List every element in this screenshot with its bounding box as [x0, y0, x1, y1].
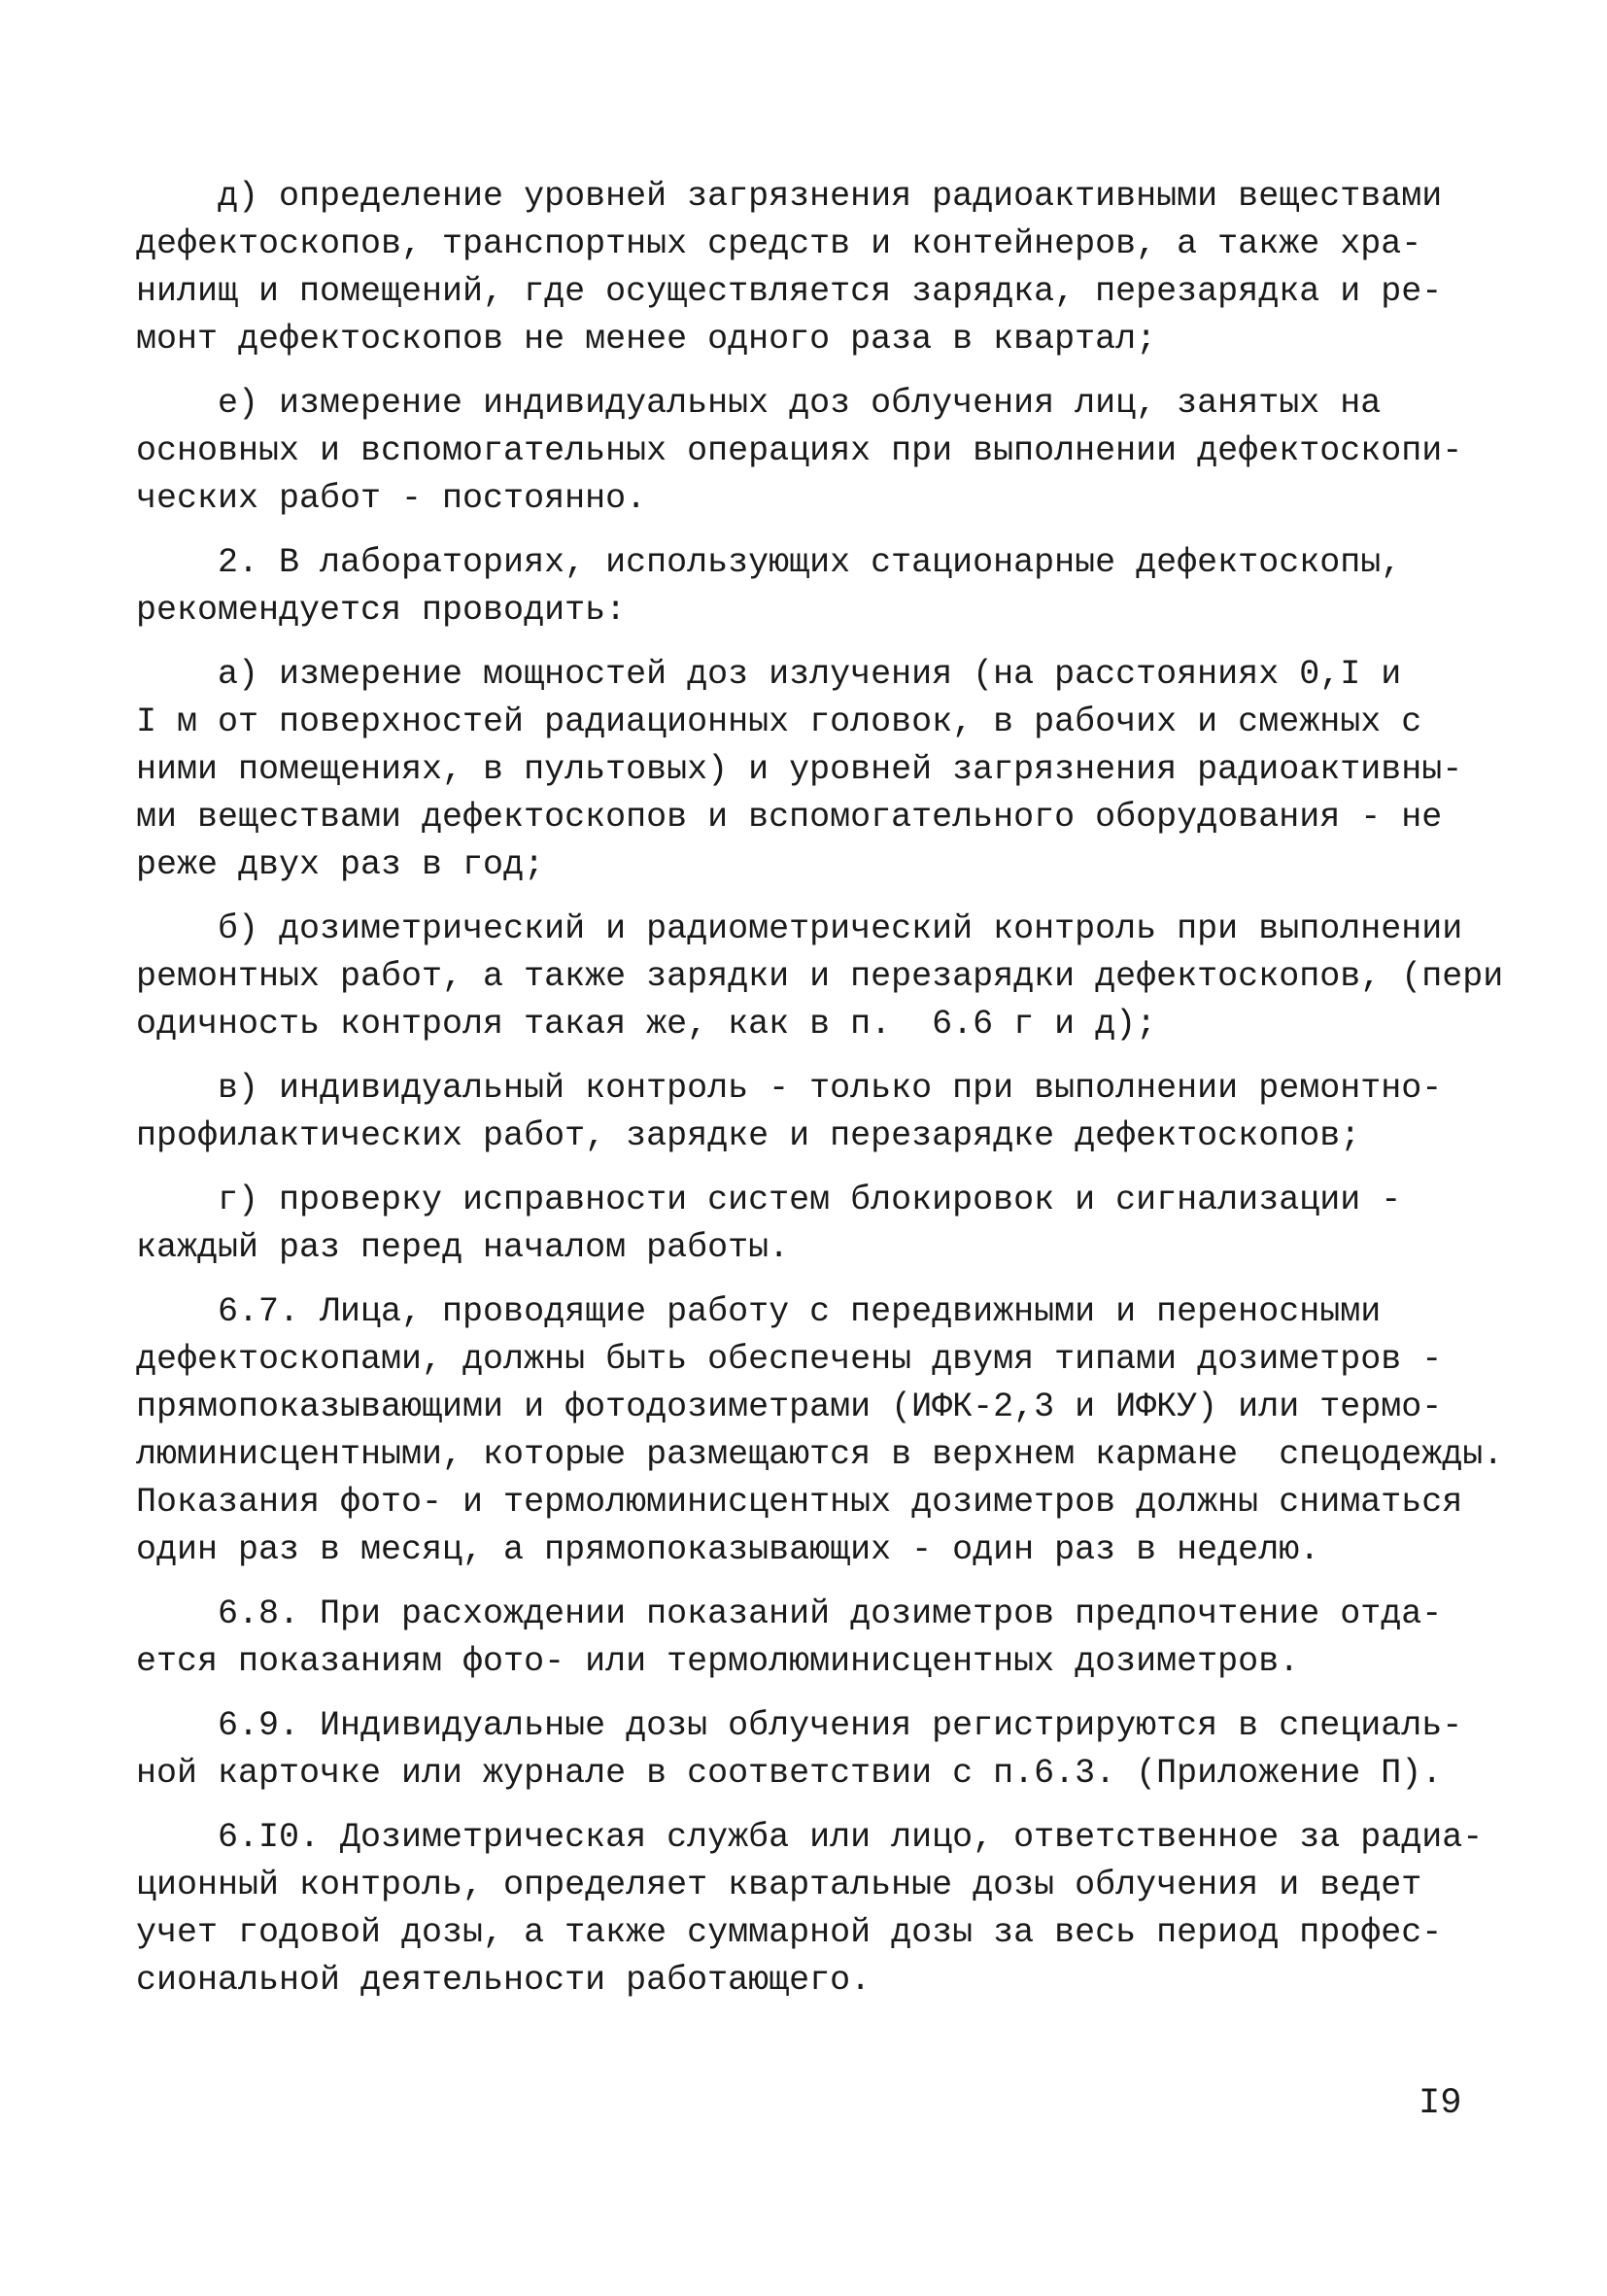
text-line: д) определение уровней загрязнения радиоактивными веществами: [136, 177, 1443, 216]
text-line: г) проверку исправности систем блокировок и сигнализации -: [136, 1181, 1402, 1219]
paragraph-a: [136, 651, 1487, 889]
paragraph-2: [136, 539, 1487, 634]
text-line: люминисцентными, которые размещаются в верхнем кармане спецодежды.: [136, 1435, 1504, 1474]
text-line: 6.I0. Дозиметрическая служба или лицо, ответственное за радиа-: [136, 1818, 1484, 1857]
paragraph-6-10: [136, 1814, 1487, 2005]
text-line: 6.8. При расхождении показаний дозиметров предпочтение отда-: [136, 1594, 1443, 1633]
text-line: ционный контроль, определяет квартальные дозы облучения и ведет: [136, 1866, 1422, 1904]
paragraph-6-8: [136, 1591, 1487, 1686]
text-line: б) дозиметрический и радиометрический контроль при выполнении: [136, 909, 1463, 948]
text-line: прямопоказывающими и фотодозиметрами (ИФК-2,3 и ИФКУ) или термо-: [136, 1388, 1443, 1426]
text-line: рекомендуется проводить:: [136, 591, 627, 630]
text-line: ческих работ - постоянно.: [136, 479, 647, 518]
document-body: [136, 173, 1504, 2021]
text-line: ной карточке или журнале в соответствии с п.6.3. (Приложение П).: [136, 1754, 1443, 1793]
paragraph-b: [136, 906, 1504, 1048]
text-line: 6.7. Лица, проводящие работу с передвижными и переносными: [136, 1292, 1382, 1331]
text-line: 6.9. Индивидуальные дозы облучения регистрируются в специаль-: [136, 1706, 1463, 1745]
text-line: ется показаниям фото- или термолюминисцентных дозиметров.: [136, 1642, 1300, 1681]
text-line: I м от поверхностей радиационных головок, в рабочих и смежных с: [136, 703, 1422, 741]
text-line: монт дефектоскопов не менее одного раза в квартал;: [136, 320, 1157, 359]
text-line: 2. В лабораториях, использующих стационарные дефектоскопы,: [136, 543, 1402, 582]
text-line: Показания фото- и термолюминисцентных дозиметров должны сниматься: [136, 1483, 1463, 1522]
paragraph-g: [136, 1177, 1487, 1272]
paragraph-6-7: [136, 1288, 1504, 1574]
text-line: один раз в месяц, а прямопоказывающих - один раз в неделю.: [136, 1530, 1320, 1569]
text-line: е) измерение индивидуальных доз облучения лиц, занятых на: [136, 384, 1382, 423]
paragraph-v: [136, 1065, 1487, 1160]
text-line: ними помещениях, в пультовых) и уровней загрязнения радиоактивны-: [136, 750, 1463, 789]
text-line: в) индивидуальный контроль - только при выполнении ремонтно-: [136, 1069, 1443, 1108]
page-number: I9: [1419, 2083, 1462, 2124]
paragraph-d: [136, 173, 1487, 363]
paragraph-e: [136, 380, 1487, 523]
text-line: сиональной деятельности работающего.: [136, 1961, 872, 2000]
text-line: одичность контроля такая же, как в п. 6.6 г и д);: [136, 1005, 1157, 1044]
text-line: реже двух раз в год;: [136, 845, 545, 884]
text-line: а) измерение мощностей доз излучения (на расстояниях 0,I и: [136, 655, 1402, 694]
text-line: учет годовой дозы, а также суммарной дозы за весь период профес-: [136, 1913, 1443, 1952]
text-line: основных и вспомогательных операциях при выполнении дефектоскопи-: [136, 431, 1463, 470]
paragraph-6-9: [136, 1702, 1487, 1798]
text-line: нилищ и помещений, где осуществляется зарядка, перезарядка и ре-: [136, 272, 1443, 311]
text-line: каждый раз перед началом работы.: [136, 1228, 790, 1267]
text-line: ремонтных работ, а также зарядки и перезарядки дефектоскопов, (пери: [136, 957, 1504, 996]
text-line: профилактических работ, зарядке и перезарядке дефектоскопов;: [136, 1116, 1361, 1155]
text-line: дефектоскопов, транспортных средств и контейнеров, а также хра-: [136, 224, 1422, 263]
text-line: дефектоскопами, должны быть обеспечены двумя типами дозиметров -: [136, 1340, 1443, 1379]
text-line: ми веществами дефектоскопов и вспомогательного оборудования - не: [136, 798, 1443, 837]
